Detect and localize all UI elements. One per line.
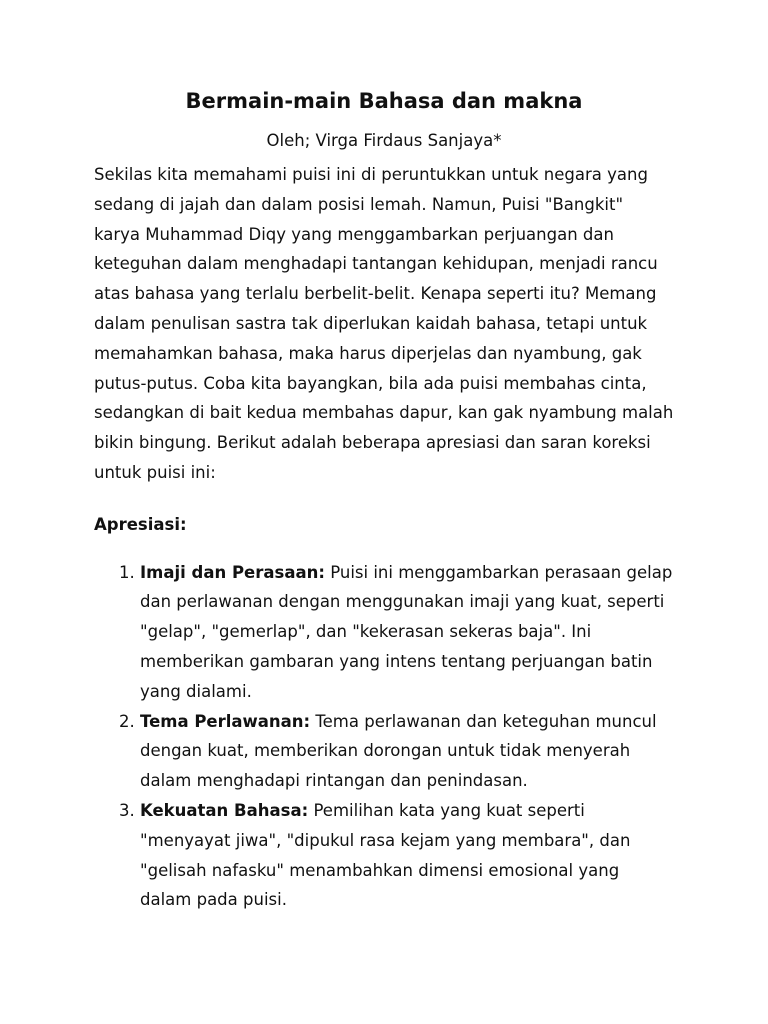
list-item xyxy=(140,796,674,915)
section-heading-apresiasi: Apresiasi: xyxy=(94,514,187,534)
list-item xyxy=(140,558,674,707)
list-item-title: Tema Perlawanan: xyxy=(140,711,311,731)
list-item xyxy=(140,707,674,796)
apresiasi-list xyxy=(94,558,674,916)
list-item-text: Pemilihan kata yang kuat seperti "menyayat jiwa", "dipukul rasa kejam yang membara", dan "gelisah nafasku" menambahkan dimensi emosional yang dalam pada puisi. xyxy=(140,800,631,910)
list-item-text: Tema perlawanan dan keteguhan muncul dengan kuat, memberikan dorongan untuk tidak menyerah dalam menghadapi rintangan dan penindasan. xyxy=(140,711,657,791)
list-item-text: Puisi ini menggambarkan perasaan gelap dan perlawanan dengan menggunakan imaji yang kuat, seperti "gelap", "gemerlap", dan "kekerasan sekeras baja". Ini memberikan gambaran yang intens tentang perjuangan batin yang dialami. xyxy=(140,562,673,701)
list-item-title: Kekuatan Bahasa: xyxy=(140,800,309,820)
author-line: Oleh; Virga Firdaus Sanjaya* xyxy=(266,131,502,150)
list-item-title: Imaji dan Perasaan: xyxy=(140,562,325,582)
document-title: Bermain-main Bahasa dan makna xyxy=(185,89,583,113)
intro-paragraph: Sekilas kita memahami puisi ini di peruntukkan untuk negara yang sedang di jajah dan dalam posisi lemah. Namun, Puisi "Bangkit" karya Muhammad Diqy yang menggambarkan perjuangan dan keteguhan dalam menghadapi tantangan kehidupan, menjadi rancu atas bahasa yang terlalu berbelit-belit. Kenapa seperti itu? Memang dalam penulisan sastra tak diperlukan kaidah bahasa, tetapi untuk memahamkan bahasa, maka harus diperjelas dan nyambung, gak putus-putus. Coba kita bayangkan, bila ada puisi membahas cinta, sedangkan di bait kedua membahas dapur, kan gak nyambung malah bikin bingung. Berikut adalah beberapa apresiasi dan saran koreksi untuk puisi ini: xyxy=(94,165,674,482)
